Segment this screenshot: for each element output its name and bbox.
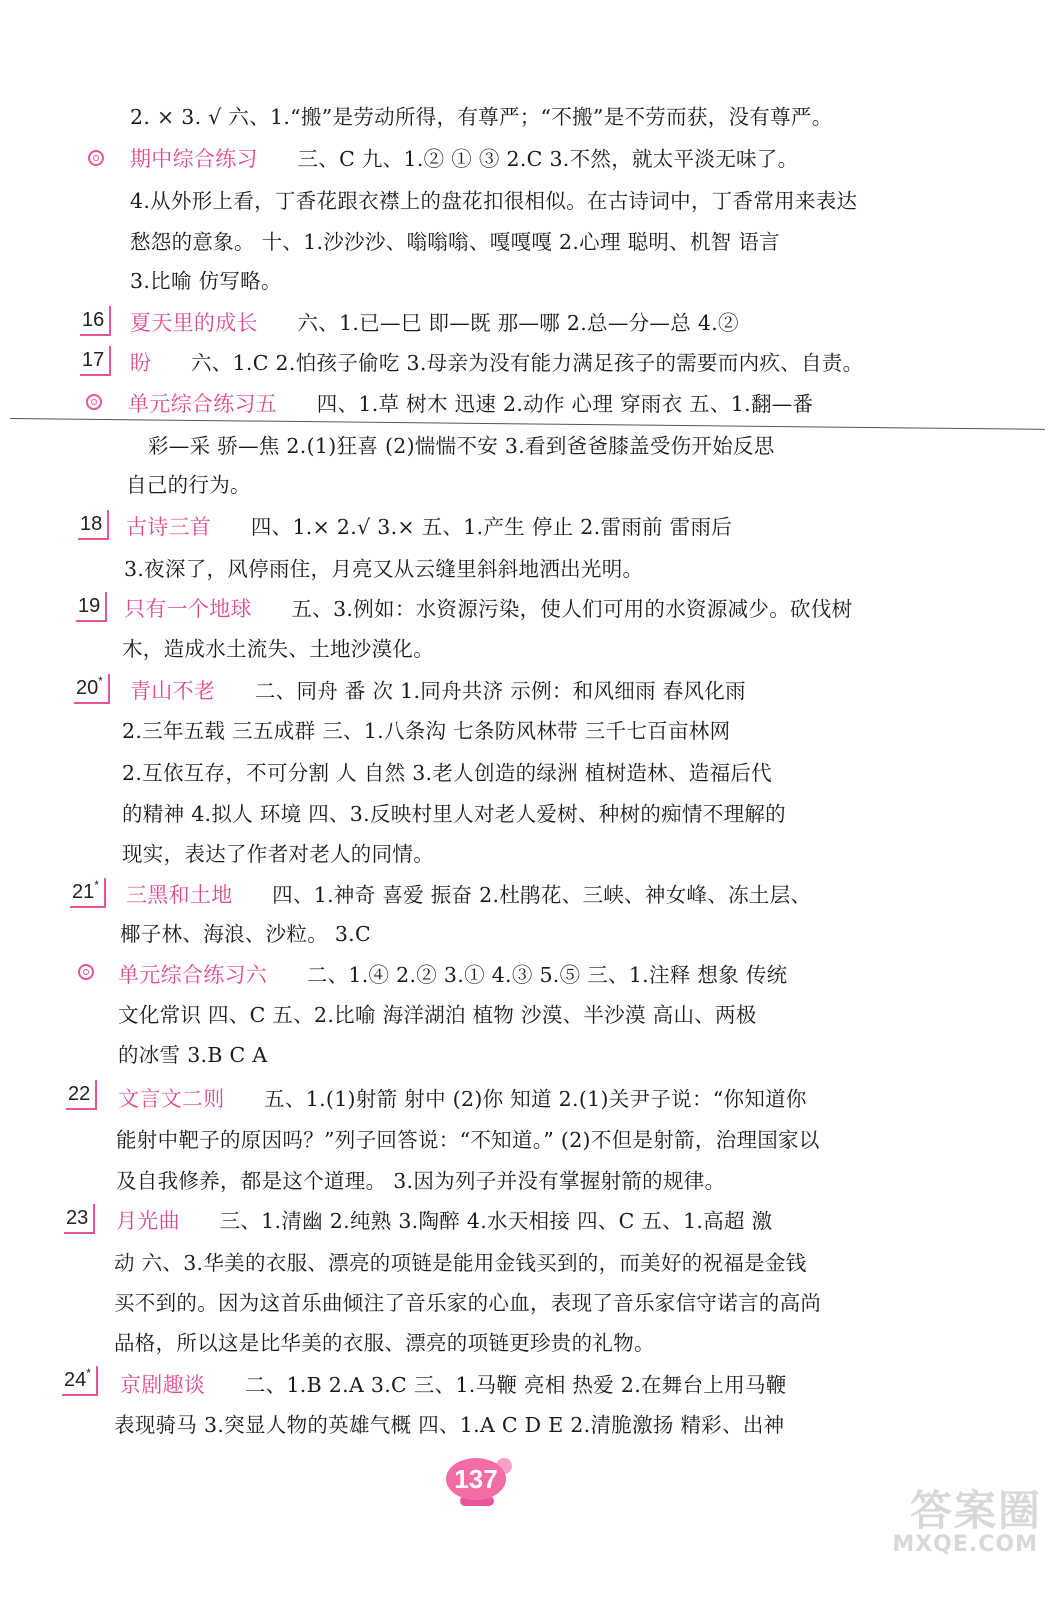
answer-line: [130, 350, 863, 376]
section-circle-icon: [86, 394, 102, 410]
answer-text: 2. × 3. √ 六、1.“搬”是劳动所得，有尊严；“不搬”是不劳而获，没有尊严。: [130, 105, 833, 129]
lesson-title: 京剧趣谈: [120, 1373, 206, 1397]
watermark: [872, 1478, 1042, 1560]
section-circle-icon: [88, 150, 104, 166]
lesson-number: 19: [76, 592, 107, 622]
lesson-title: 单元综合练习六: [118, 963, 268, 987]
answer-text: 四、1.草 树木 迅速 2.动作 心理 穿雨衣 五、1.翻—番: [316, 392, 814, 416]
answer-text: 二、同舟 番 次 1.同舟共济 示例：和风细雨 春风化雨: [254, 679, 746, 703]
answer-text: 动 六、3.华美的衣服、漂亮的项链是能用金钱买到的，而美好的祝福是金钱: [114, 1251, 807, 1275]
answer-line: [116, 1127, 820, 1153]
answer-text: 表现骑马 3.突显人物的英雄气概 四、1.A C D E 2.清脆激扬 精彩、出神: [114, 1413, 785, 1437]
answer-text: 六、1.已—巳 即—既 那—哪 2.总—分—总 4.②: [297, 311, 739, 335]
answer-line: [116, 1168, 725, 1194]
answer-text: 木，造成水土流失、土地沙漠化。: [122, 637, 434, 661]
lesson-title: 三黑和土地: [126, 883, 233, 907]
page-number: 137: [446, 1458, 506, 1500]
answer-line: [114, 1290, 821, 1316]
watermark-logo-text: 答案圈: [909, 1486, 1042, 1535]
answer-line: [128, 391, 813, 417]
lesson-number: 21*: [70, 878, 106, 908]
answer-text: 三、1.清幽 2.纯熟 3.陶醉 4.水天相接 四、C 五、1.高超 激: [219, 1209, 773, 1233]
lesson-title: 期中综合练习: [130, 147, 258, 171]
answer-text: 3.比喻 仿写略。: [130, 269, 282, 293]
answer-line: [116, 1208, 772, 1234]
answer-line: [130, 104, 833, 130]
lesson-number: 18: [78, 510, 109, 540]
answer-line: [114, 1330, 655, 1356]
lesson-number: 20*: [74, 674, 110, 704]
answer-text: 三、C 九、1.② ① ③ 2.C 3.不然，就太平淡无味了。: [297, 147, 799, 171]
lesson-number: 17: [80, 346, 111, 376]
answer-line: [124, 596, 852, 622]
answer-line: [122, 841, 434, 867]
answer-line: [118, 962, 787, 988]
answer-text: 买不到的。因为这首乐曲倾注了音乐家的心血，表现了音乐家信守诺言的高尚: [114, 1291, 822, 1315]
answer-line: [126, 514, 732, 540]
answer-line: [118, 1002, 757, 1028]
answer-line: [130, 268, 282, 294]
answer-text: 3.夜深了，风停雨住，月亮又从云缝里斜斜地洒出光明。: [124, 557, 644, 581]
answer-text: 五、3.例如：水资源污染，使人们可用的水资源减少。砍伐树: [291, 597, 853, 621]
answer-text: 五、1.(1)射箭 射中 (2)你 知道 2.(1)关尹子说：“你知道你: [264, 1087, 807, 1111]
answer-line: [114, 1250, 807, 1276]
answer-text: 自己的行为。: [126, 473, 251, 497]
answer-text: 4.从外形上看，丁香花跟衣襟上的盘花扣很相似。在古诗词中，丁香常用来表达: [130, 189, 858, 213]
answer-text: 及自我修养，都是这个道理。 3.因为列子并没有掌握射箭的规律。: [116, 1169, 726, 1193]
answer-line: [130, 310, 739, 336]
answer-line: [118, 1086, 807, 1112]
answer-text: 彩—采 骄—焦 2.(1)狂喜 (2)惴惴不安 3.看到爸爸膝盖受伤开始反思: [148, 434, 775, 458]
answer-line: [126, 472, 251, 498]
lesson-title: 单元综合练习五: [128, 392, 278, 416]
answer-text: 2.三年五载 三五成群 三、1.八条沟 七条防风林带 三千七百亩林网: [122, 719, 731, 743]
lesson-number: 16: [80, 306, 111, 336]
answer-line: [120, 921, 371, 947]
lesson-title: 月光曲: [116, 1209, 180, 1233]
lesson-title: 青山不老: [130, 679, 216, 703]
answer-line: [124, 556, 643, 582]
answer-line: [126, 882, 811, 908]
answer-line: [122, 718, 730, 744]
watermark-url: MXQE.COM: [892, 1532, 1038, 1557]
lesson-title: 只有一个地球: [124, 597, 252, 621]
answer-text: 四、1.× 2.√ 3.× 五、1.产生 停止 2.雷雨前 雷雨后: [250, 515, 733, 539]
answer-line: [118, 1042, 267, 1068]
answer-line: [130, 678, 746, 704]
section-circle-icon: [78, 964, 94, 980]
answer-text: 愁怨的意象。 十、1.沙沙沙、嗡嗡嗡、嘎嘎嘎 2.心理 聪明、机智 语言: [130, 230, 780, 254]
lesson-title: 古诗三首: [126, 515, 212, 539]
lesson-title: 文言文二则: [118, 1087, 225, 1111]
answer-text: 现实，表达了作者对老人的同情。: [122, 842, 434, 866]
answer-text: 能射中靶子的原因吗？”列子回答说：“不知道。” (2)不但是射箭，治理国家以: [116, 1128, 820, 1152]
answer-line: [130, 188, 857, 214]
answer-line: [122, 760, 772, 786]
lesson-title: 夏天里的成长: [130, 311, 258, 335]
answer-text: 六、1.C 2.怕孩子偷吃 3.母亲为没有能力满足孩子的需要而内疚、自责。: [190, 351, 864, 375]
answer-text: 的冰雪 3.B C A: [118, 1043, 268, 1067]
answer-line: [130, 146, 798, 172]
answer-line: [120, 1372, 787, 1398]
lesson-title: 盼: [130, 351, 152, 375]
answer-line: [122, 801, 786, 827]
answer-text: 的精神 4.拟人 环境 四、3.反映村里人对老人爱树、种树的痴情不理解的: [122, 802, 786, 826]
lesson-number: 23: [64, 1204, 95, 1234]
answer-line: [114, 1412, 784, 1438]
divider-line: [10, 418, 1045, 430]
answer-text: 二、1.④ 2.② 3.① 4.③ 5.⑤ 三、1.注释 想象 传统: [306, 963, 788, 987]
answer-text: 四、1.神奇 喜爱 振奋 2.杜鹃花、三峡、神女峰、冻土层、: [272, 883, 812, 907]
answer-text: 品格，所以这是比华美的衣服、漂亮的项链更珍贵的礼物。: [114, 1331, 655, 1355]
answer-text: 文化常识 四、C 五、2.比喻 海洋湖泊 植物 沙漠、半沙漠 高山、两极: [118, 1003, 757, 1027]
answer-text: 椰子林、海浪、沙粒。 3.C: [120, 922, 371, 946]
lesson-number: 24*: [62, 1366, 98, 1396]
answer-text: 二、1.B 2.A 3.C 三、1.马鞭 亮相 热爱 2.在舞台上用马鞭: [244, 1373, 787, 1397]
lesson-number: 22: [66, 1080, 97, 1110]
answer-line: [148, 433, 775, 459]
answer-line: [130, 229, 780, 255]
answer-text: 2.互依互存，不可分割 人 自然 3.老人创造的绿洲 植树造林、造福后代: [122, 761, 772, 785]
answer-line: [122, 636, 434, 662]
